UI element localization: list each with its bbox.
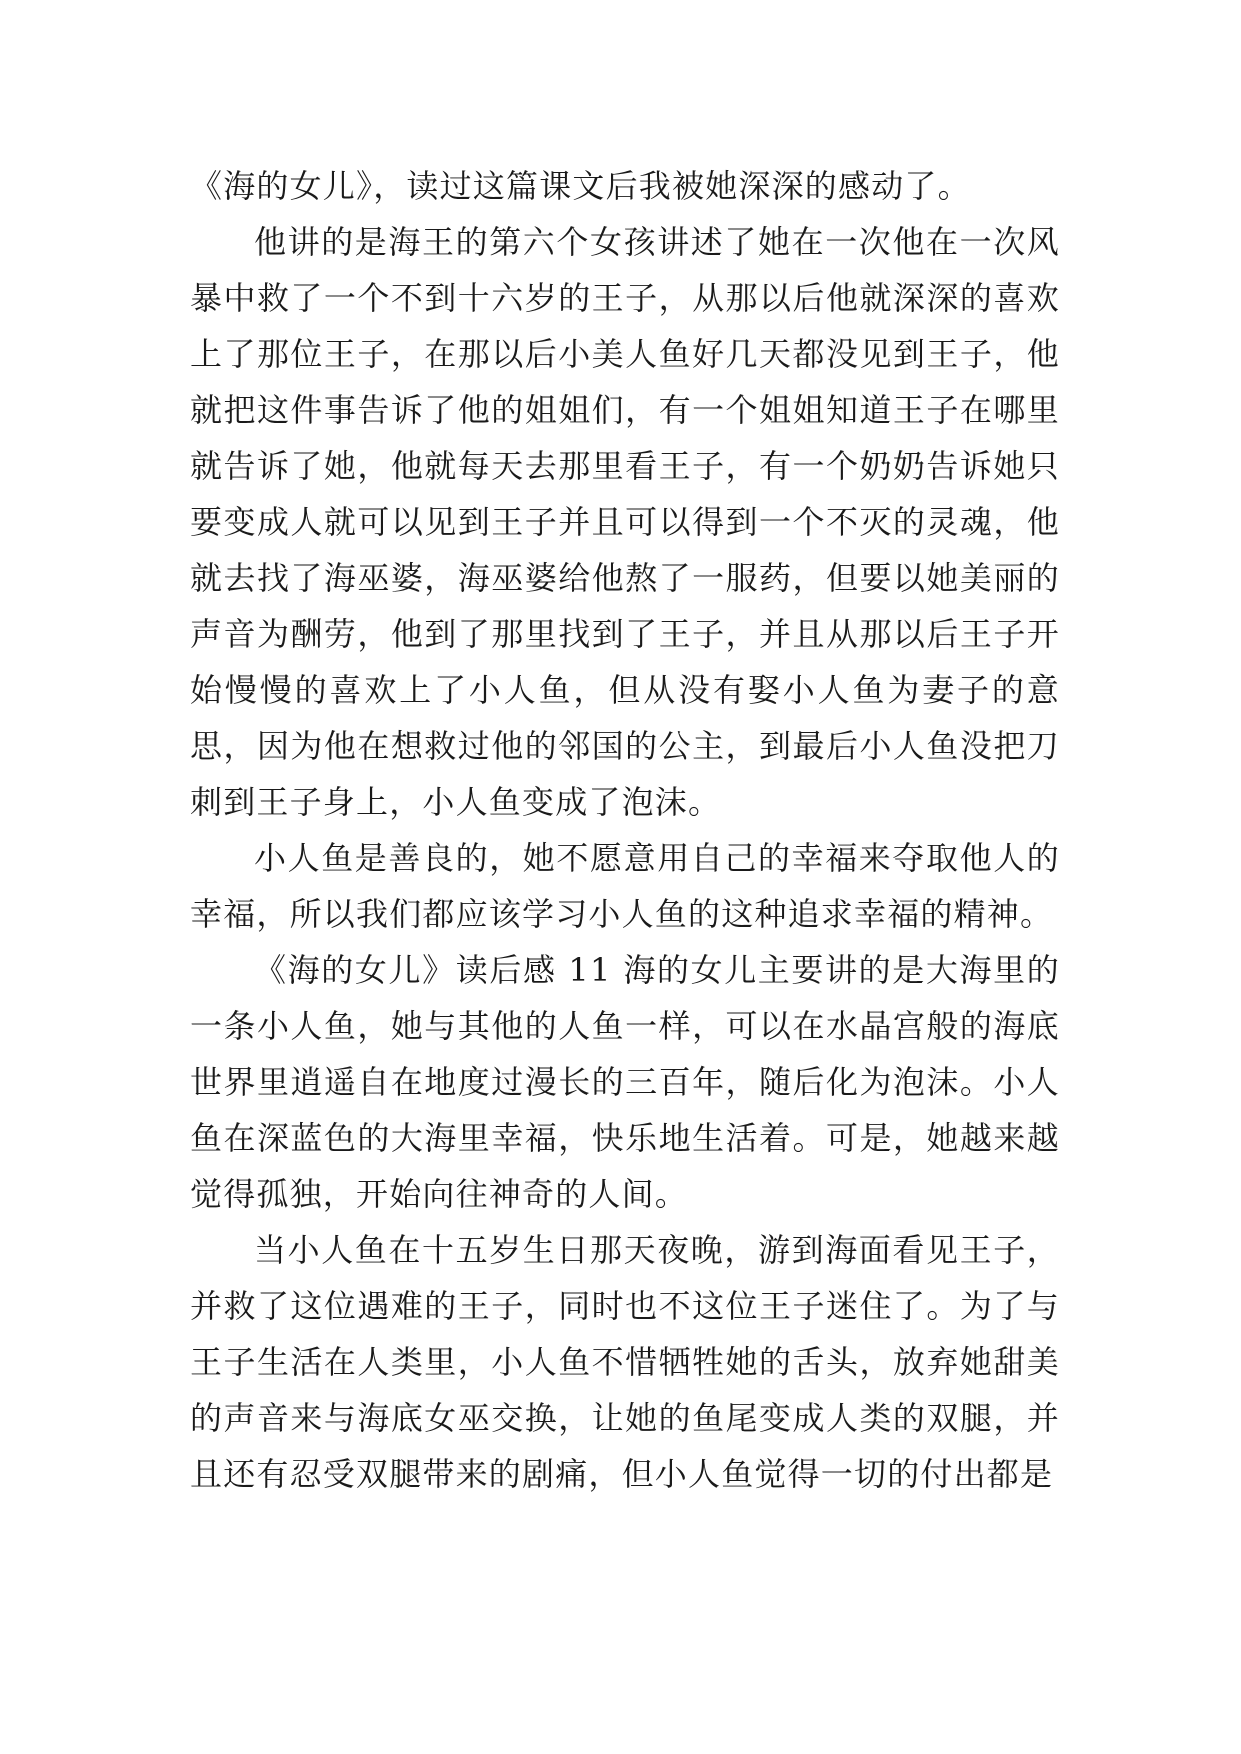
paragraph-story-summary: 他讲的是海王的第六个女孩讲述了她在一次他在一次风暴中救了一个不到十六岁的王子，从那以后他就深深的喜欢上了那位王子，在那以后小美人鱼好几天都没见到王子，他就把这件事告诉了他的姐姐们，有一个姐姐知道王子在哪里就告诉了她，他就每天去那里看王子，有一个奶奶告诉她只要变成人就可以见到王子并且可以得到一个不灭的灵魂，他就去找了海巫婆，海巫婆给他熬了一服药，但要以她美丽的声音为酬劳，他到了那里找到了王子，并且从那以后王子开始慢慢的喜欢上了小人鱼，但从没有娶小人鱼为妻子的意思，因为他在想救过他的邻国的公主，到最后小人鱼没把刀刺到王子身上，小人鱼变成了泡沫。: [190, 223, 1060, 821]
document-body: [190, 158, 1060, 1502]
paragraph-continuation: 《海的女儿》，读过这篇课文后我被她深深的感动了。: [190, 167, 971, 205]
paragraph-reflection: 小人鱼是善良的，她不愿意用自己的幸福来夺取他人的幸福，所以我们都应该学习小人鱼的这种追求幸福的精神。: [190, 839, 1060, 933]
paragraph-essay-11-story: 当小人鱼在十五岁生日那天夜晚，游到海面看见王子，并救了这位遇难的王子，同时也不这位王子迷住了。为了与王子生活在人类里，小人鱼不惜牺牲她的舌头，放弃她甜美的声音来与海底女巫交换，让她的鱼尾变成人类的双腿，并且还有忍受双腿带来的剧痛，但小人鱼觉得一切的付出都是: [190, 1231, 1060, 1493]
paragraph-essay-11-intro: 《海的女儿》读后感 11 海的女儿主要讲的是大海里的一条小人鱼，她与其他的人鱼一样，可以在水晶宫般的海底世界里逍遥自在地度过漫长的三百年，随后化为泡沫。小人鱼在深蓝色的大海里幸福，快乐地生活着。可是，她越来越觉得孤独，开始向往神奇的人间。: [190, 951, 1060, 1213]
